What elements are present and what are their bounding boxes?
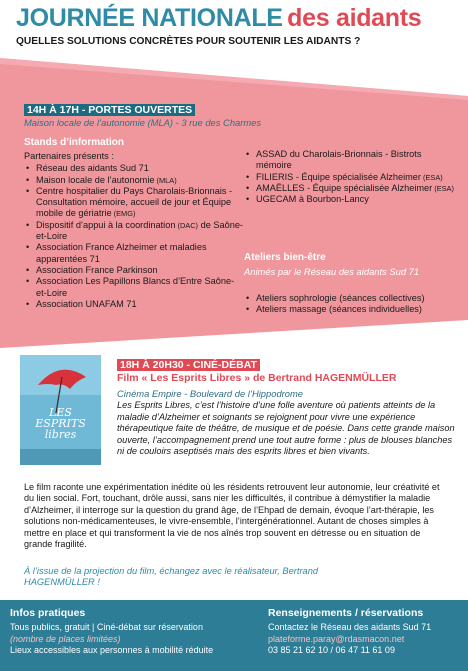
list-item: • Réseau des aidants Sud 71 xyxy=(24,163,244,174)
list-item: • AMAËLLES - Équipe spécialisée Alzheimer (ESA) xyxy=(244,183,454,194)
footer-left-line3: Lieux accessibles aux personnes à mobilité réduite xyxy=(10,645,214,656)
page-title xyxy=(16,4,466,33)
ateliers-list-wrap xyxy=(244,293,459,316)
stands-title: Stands d’information xyxy=(24,137,124,148)
footer-left-title: Infos pratiques xyxy=(10,607,86,619)
list-item: • Centre hospitalier du Pays Charolais-Brionnais - Consultation mémoire, accueil de jour et Équipe mobile de gériatrie (EMG) xyxy=(24,186,244,220)
film-synopsis: Les Esprits Libres, c’est l’histoire d’une folle aventure où patients atteints de la maladie d’Alzheimer et soignants se rejoignent pour vivre une expérience thérapeutique faite de théâtre, de musique et de poésie. Dans cette grande maison ouverte, l’accompagnement prend une tout autre forme : plus de blouses blanches ni de couloirs aseptisés mais des esprits libres et bien vivants. xyxy=(117,400,455,456)
list-item: • Dispositif d’appui à la coordination (DAC) de Saône-et-Loire xyxy=(24,220,244,243)
portes-ouvertes-place: Maison locale de l’autonomie (MLA) - 3 rue des Charmes xyxy=(24,117,262,128)
list-item: • Association France Alzheimer et maladies apparentées 71 xyxy=(24,242,244,265)
portes-ouvertes-label: 14H À 17H - PORTES OUVERTES xyxy=(24,104,195,116)
director-invite: À l’issue de la projection du film, échangez avec le réalisateur, Bertrand HAGENMÜLLER ! xyxy=(24,566,319,588)
film-poster xyxy=(20,355,101,465)
ateliers-list xyxy=(244,293,459,316)
list-item: • FILIERIS - Équipe spécialisée Alzheimer (ESA) xyxy=(244,172,454,183)
contact-email-link[interactable]: plateforme.paray@rdasmacon.net xyxy=(268,633,405,644)
contact-phone: 03 85 21 62 10 / 06 47 11 61 09 xyxy=(268,645,395,656)
title-main: JOURNÉE NATIONALE xyxy=(16,4,283,32)
poster-title-2: ESPRITS xyxy=(35,417,86,430)
stands-left-list xyxy=(24,163,244,310)
footer xyxy=(0,600,468,671)
film-description: Le film raconte une expérimentation inédite où les résidents retrouvent leur autonomie, leur créativité et du lien social. Fort, touchant, drôle aussi, sans nier les difficultés, il contribue à démystifier la maladie d’Alzheimer, il interroge sur la question du grand âge, de l’Ehpad de demain, évoque l’art-thérapie, les solutions non-médicamenteuses, le vivre-ensemble, l’intergénérationnel. Autant de choses simples à mettre en place et qui transforment la vie de nos aînés trop souvent en détresse ou en situation de grande fragilité. xyxy=(24,482,440,550)
ateliers-title: Ateliers bien-être xyxy=(244,252,326,263)
stands-left-column xyxy=(24,151,244,310)
list-item: • Ateliers massage (séances individuelles) xyxy=(244,304,459,315)
stands-right-list xyxy=(244,149,454,205)
footer-left-line1: Tous publics, gratuit | Ciné-débat sur réservation xyxy=(10,622,203,633)
list-item: • Association France Parkinson xyxy=(24,265,244,276)
list-item: • ASSAD du Charolais-Brionnais - Bistrots mémoire xyxy=(244,149,454,172)
cine-debat-label: 18H À 20H30 - CINÉ-DÉBAT xyxy=(117,359,260,371)
ateliers-subtitle: Animés par le Réseau des aidants Sud 71 xyxy=(244,266,420,277)
list-item: • Maison locale de l’autonomie (MLA) xyxy=(24,175,244,186)
list-item: • Ateliers sophrologie (séances collectives) xyxy=(244,293,459,304)
footer-left-line2: (nombre de places limitées) xyxy=(10,633,121,644)
title-accent: des aidants xyxy=(287,4,422,32)
footer-right-line1: Contactez le Réseau des aidants Sud 71 xyxy=(268,622,432,633)
poster-title-3: libres xyxy=(44,428,77,441)
footer-contact xyxy=(268,608,464,657)
page-subtitle: QUELLES SOLUTIONS CONCRÈTES POUR SOUTENIR LES AIDANTS ? xyxy=(16,36,361,47)
poster-title-1: LES xyxy=(49,406,72,419)
footer-right-title: Renseignements / réservations xyxy=(268,607,424,619)
list-item: • UGECAM à Bourbon-Lancy xyxy=(244,194,454,205)
list-item: • Association UNAFAM 71 xyxy=(24,299,244,310)
list-item: • Association Les Papillons Blancs d’Entre Saône-et-Loire xyxy=(24,276,244,299)
film-title: Film « Les Esprits Libres » de Bertrand HAGENMÜLLER xyxy=(117,372,397,384)
stands-right-column xyxy=(244,149,454,205)
stands-intro: Partenaires présents : xyxy=(24,151,114,161)
cine-place: Cinéma Empire - Boulevard de l’Hippodrome xyxy=(117,388,304,399)
footer-infos xyxy=(10,608,260,657)
